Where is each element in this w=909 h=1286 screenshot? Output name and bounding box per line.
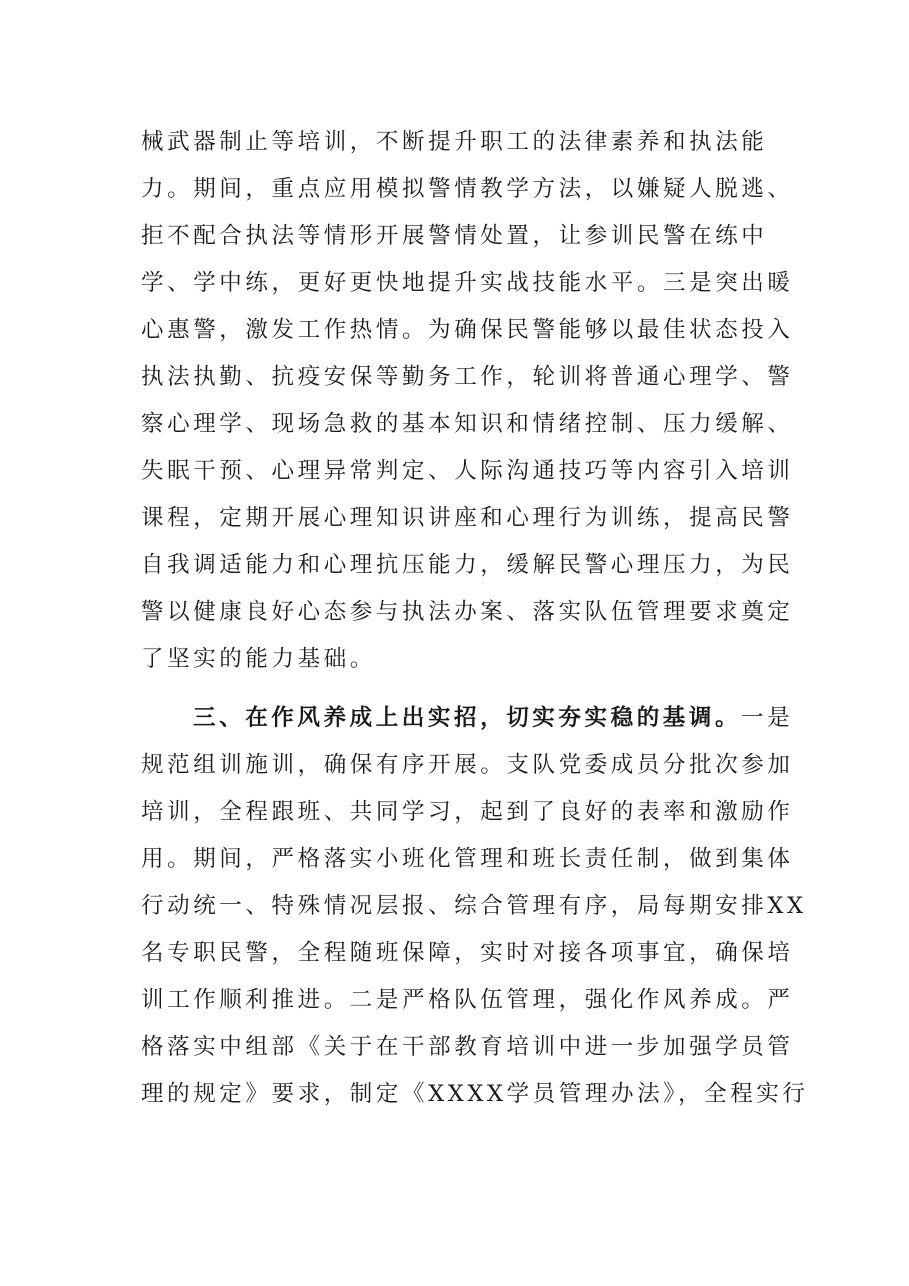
text-line: 力。期间，重点应用模拟警情教学方法，以嫌疑人脱逃、 (141, 176, 794, 202)
text-line: 训工作顺利推进。二是严格队伍管理，强化作风养成。严 (141, 987, 794, 1013)
text-line: 心惠警，激发工作热情。为确保民警能够以最佳状态投入 (141, 317, 794, 343)
text-line: 了坚实的能力基础。 (141, 646, 376, 672)
text-line: 自我调适能力和心理抗压能力，缓解民警心理压力，为民 (141, 552, 794, 578)
paragraph-spacer (141, 683, 781, 695)
text-line: 课程，定期开展心理知识讲座和心理行为训练，提高民警 (141, 505, 794, 531)
text-line: 学、学中练，更好更快地提升实战技能水平。三是突出暖 (141, 270, 794, 296)
heading-continuation: 一是 (741, 705, 794, 731)
section-heading: 三、在作风养成上出实招，切实夯实稳的基调。 (193, 705, 742, 731)
text-line: 警以健康良好心态参与执法办案、落实队伍管理要求奠定 (141, 599, 794, 625)
paragraph-2 (141, 695, 809, 1118)
paragraph-1 (141, 119, 794, 683)
text-line: 名专职民警，全程随班保障，实时对接各项事宜，确保培 (141, 940, 794, 966)
paragraph-first-line (141, 695, 794, 742)
text-line: 察心理学、现场急救的基本知识和情绪控制、压力缓解、 (141, 411, 794, 437)
document-body (141, 119, 809, 1118)
text-line: 培训，全程跟班、共同学习，起到了良好的表率和激励作 (141, 799, 794, 825)
text-line: 格落实中组部《关于在干部教育培训中进一步加强学员管 (141, 1034, 794, 1060)
text-line: 规范组训施训，确保有序开展。支队党委成员分批次参加 (141, 752, 794, 778)
text-line: 执法执勤、抗疫安保等勤务工作，轮训将普通心理学、警 (141, 364, 794, 390)
text-line: 失眠干预、心理异常判定、人际沟通技巧等内容引入培训 (141, 458, 794, 484)
text-line: 行动统一、特殊情况层报、综合管理有序，局每期安排XX (141, 893, 807, 919)
text-line: 拒不配合执法等情形开展警情处置，让参训民警在练中 (141, 223, 768, 249)
text-line: 用。期间，严格落实小班化管理和班长责任制，做到集体 (141, 846, 794, 872)
text-line: 械武器制止等培训，不断提升职工的法律素养和执法能 (141, 129, 768, 155)
text-line: 理的规定》要求，制定《XXXX学员管理办法》，全程实行 (141, 1081, 809, 1107)
